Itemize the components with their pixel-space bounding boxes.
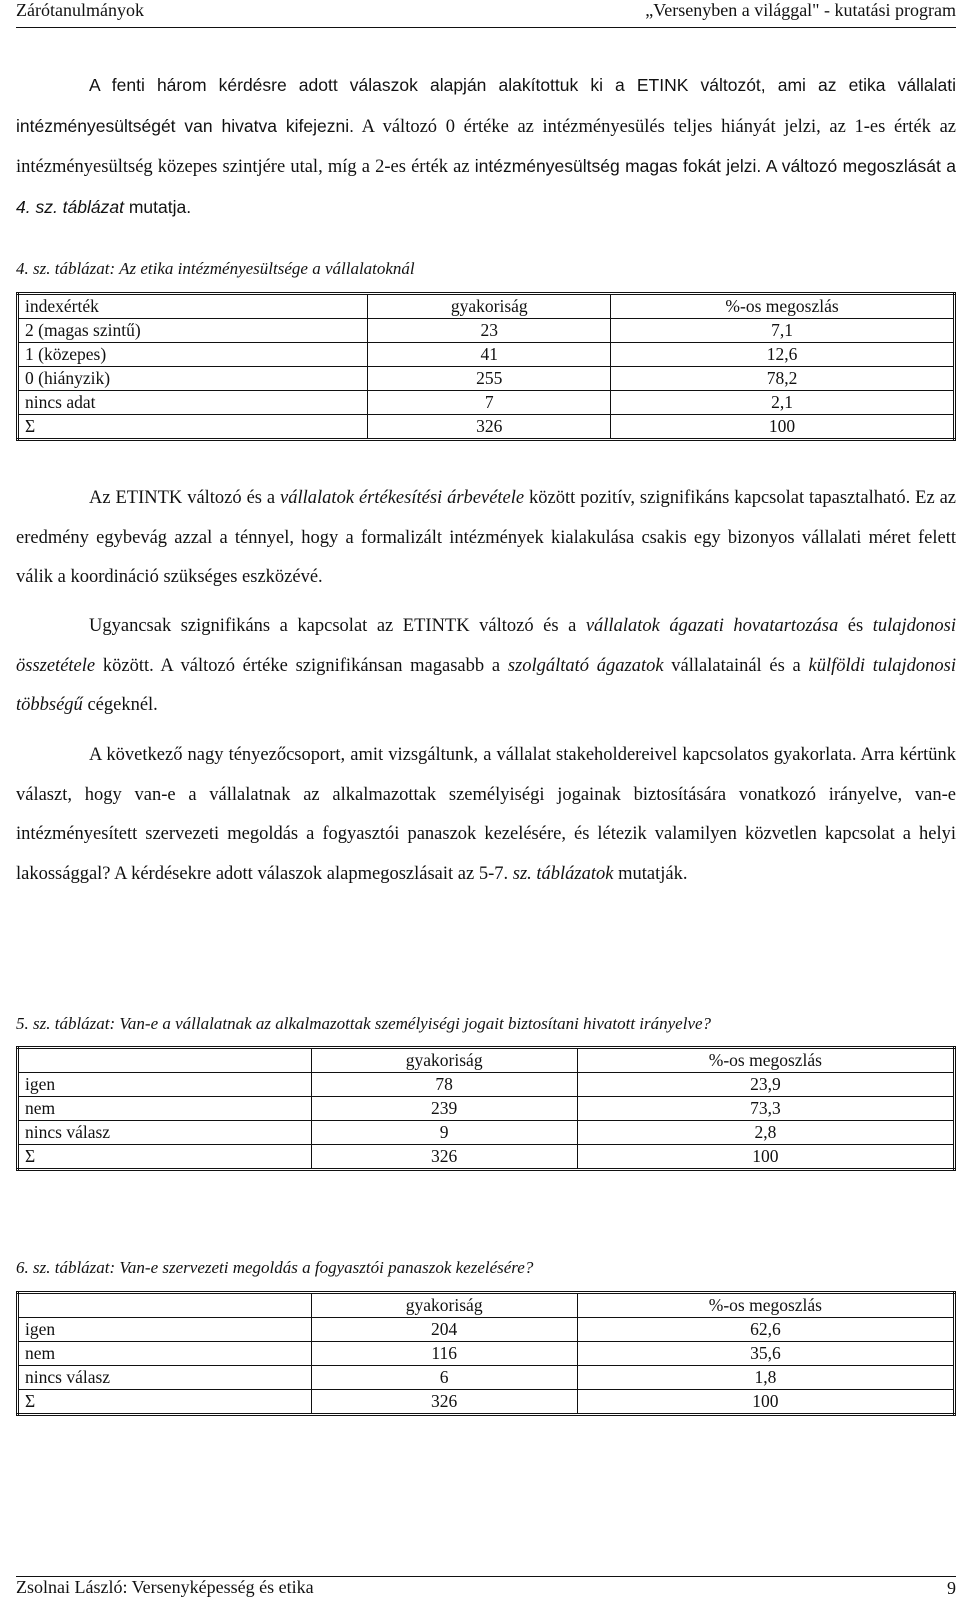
table-4-caption: 4. sz. táblázat: Az etika intézményesültsége a vállalatoknál (16, 259, 415, 278)
table-6-caption: 6. sz. táblázat: Van-e szervezeti megoldás a fogyasztói panaszok kezelésére? (16, 1258, 534, 1277)
paragraph-2: Az ETINTK változó és a vállalatok értékesítési árbevétele között pozitív, szignifikáns kapcsolat tapasztalható. Ez az eredmény egybevág azzal a ténnyel, hogy a formalizált intézmények kialakulása csakis egy bizonyos vállalati méret felett válik a koordináció szükséges eszközévé. (16, 488, 957, 587)
header-left: Zárótanulmányok (16, 0, 144, 20)
paragraph-3: Ugyancsak szignifikáns a kapcsolat az ETINTK változó és a vállalatok ágazati hovatartozása és tulajdonosi összetétele között. A változó értéke szignifikánsan magasabb a szolgáltató ágazatok vállalatainál és a külföldi tulajdonosi többségű cégeknél. (16, 616, 957, 715)
table-row: nem 116 35,6 (18, 1342, 955, 1366)
table-row: nincs válasz 9 2,8 (18, 1121, 955, 1145)
table-row: igen 78 23,9 (18, 1073, 955, 1097)
page-number: 9 (947, 1578, 956, 1598)
table-total-row: Σ 326 100 (18, 1145, 955, 1170)
table-4 (16, 292, 956, 441)
table-row: nincs adat 7 2,1 (18, 391, 955, 415)
table-total-row: Σ 326 100 (18, 1390, 955, 1415)
page-header (16, 0, 956, 28)
table-row: 2 (magas szintű) 23 7,1 (18, 319, 955, 343)
table-row: nem 239 73,3 (18, 1097, 955, 1121)
table-row: 0 (hiányzik) 255 78,2 (18, 367, 955, 391)
table-row: 1 (közepes) 41 12,6 (18, 343, 955, 367)
paragraph-1: A fenti három kérdésre adott válaszok alapján alakítottuk ki a ETINK változót, ami az etika vállalati intézményesültségét van hivatva kifejezni. A változó 0 értéke az intézményesülés teljes hiányát jelzi, az 1-es érték az intézményesültség közepes szintjére utal, míg a 2-es érték az intézményesültség magas fokát jelzi. A változó megoszlását a 4. sz. táblázat mutatja. (16, 75, 956, 217)
table-header-row: indexérték gyakoriság %-os megoszlás (18, 294, 955, 319)
table-header-row: gyakoriság %-os megoszlás (18, 1048, 955, 1073)
page-footer (16, 1576, 956, 1598)
header-right: „Versenyben a világgal" - kutatási program (645, 0, 956, 20)
table-row: igen 204 62,6 (18, 1318, 955, 1342)
footer-author-title: Zsolnai László: Versenyképesség és etika (16, 1577, 314, 1597)
table-5-caption: 5. sz. táblázat: Van-e a vállalatnak az alkalmazottak személyiségi jogait biztosítani hivatott irányelve? (16, 1014, 712, 1033)
table-total-row: Σ 326 100 (18, 415, 955, 440)
table-6 (16, 1291, 956, 1416)
paragraph-4: A következő nagy tényezőcsoport, amit vizsgáltunk, a vállalat stakeholdereivel kapcsolatos gyakorlata. Arra kértünk választ, hogy van-e a vállalatnak az alkalmazottak személyiségi jogainak biztosítására vonatkozó irányelve, van-e intézményesített szervezeti megoldás a fogyasztói panaszok kezelésére, és létezik valamilyen közvetlen kapcsolat a helyi lakossággal? A kérdésekre adott válaszok alapmegoszlásait az 5-7. sz. táblázatok mutatják. (16, 745, 956, 884)
table-row: nincs válasz 6 1,8 (18, 1366, 955, 1390)
table-5 (16, 1046, 956, 1171)
table-header-row: gyakoriság %-os megoszlás (18, 1293, 955, 1318)
